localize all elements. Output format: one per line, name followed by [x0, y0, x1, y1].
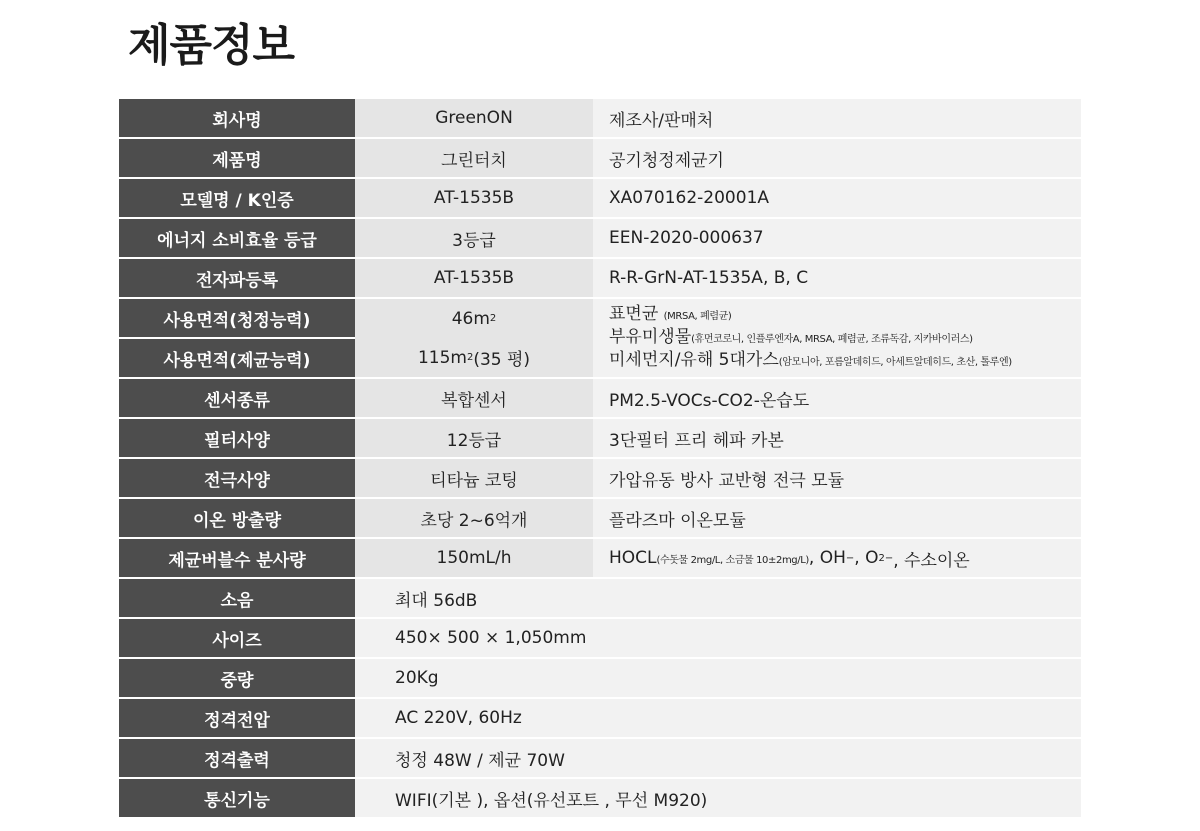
table-row: [119, 419, 1081, 459]
row-label: 중량: [119, 659, 355, 699]
detail-line: 미세먼지/유해 5대가스(암모니아, 포름알데히드, 아세트알데히드, 초산, 톨루엔): [609, 349, 1012, 370]
row-value: 12등급: [446, 430, 502, 451]
detail-line: 표면균 (MRSA, 폐렴균): [609, 303, 732, 324]
row-label: 정격전압: [119, 699, 355, 739]
detail-line: 부유미생물(휴먼코로니, 인플루엔자A, MRSA, 폐렴균, 조류독감, 지카바이러스): [609, 326, 973, 347]
table-row: [119, 219, 1081, 259]
row-label: 사용면적(제균능력): [119, 339, 355, 379]
row-value: 150mL/h: [436, 548, 512, 568]
row-detail: 3단필터 프리 헤파 카본: [593, 419, 1081, 459]
row-detail: 플라즈마 이온모듈: [593, 499, 1081, 539]
table-row: [119, 739, 1081, 779]
row-label: 사용면적(청정능력): [119, 299, 355, 339]
table-row: [119, 659, 1081, 699]
row-detail: PM2.5-VOCs-CO2-온습도: [593, 379, 1081, 419]
row-label: 이온 방출량: [119, 499, 355, 539]
row-value: 복합센서: [441, 390, 507, 411]
row-value: 450× 500 × 1,050mm: [355, 619, 1081, 659]
row-value: 46m 2: [451, 308, 497, 329]
row-label: 통신기능: [119, 779, 355, 819]
table-row: [119, 699, 1081, 739]
row-value: 그린터치: [441, 150, 507, 171]
table-row: [119, 779, 1081, 819]
row-value: AC 220V, 60Hz: [355, 699, 1081, 739]
row-value: 티타늄 코팅: [430, 470, 518, 491]
row-value: AT-1535B: [433, 188, 515, 208]
row-detail: 제조사/판매처: [593, 99, 1081, 139]
row-detail: 공기청정제균기: [593, 139, 1081, 179]
table-row: [119, 99, 1081, 139]
row-value: AT-1535B: [433, 268, 515, 288]
row-label: 에너지 소비효율 등급: [119, 219, 355, 259]
row-label: 소음: [119, 579, 355, 619]
row-detail: XA070162-20001A: [593, 179, 1081, 219]
table-row: [119, 459, 1081, 499]
table-row: [119, 179, 1081, 219]
row-detail: 가압유동 방사 교반형 전극 모듈: [593, 459, 1081, 499]
row-label: 센서종류: [119, 379, 355, 419]
table-row: [119, 619, 1081, 659]
row-value: GreenON: [435, 108, 513, 128]
row-value: 청정 48W / 제균 70W: [355, 739, 1081, 779]
row-label: 필터사양: [119, 419, 355, 459]
table-row: [119, 499, 1081, 539]
row-detail: HOCL (수돗물 2mg/L, 소금물 10±2mg/L) , OH − , O 2 − , 수소이온: [593, 539, 1081, 579]
row-label: 사이즈: [119, 619, 355, 659]
row-value: 최대 56dB: [355, 579, 1081, 619]
table-row: [119, 259, 1081, 299]
area-row-group: [119, 299, 1081, 379]
row-detail: [593, 299, 1081, 379]
row-label: 제품명: [119, 139, 355, 179]
row-label: 모델명 / K인증: [119, 179, 355, 219]
spec-table: [119, 99, 1081, 819]
table-row: [119, 139, 1081, 179]
table-row: [119, 579, 1081, 619]
table-row: [119, 539, 1081, 579]
row-value: 초당 2~6억개: [420, 510, 528, 531]
row-label: 회사명: [119, 99, 355, 139]
page-title: 제품정보: [128, 20, 295, 71]
row-detail: R-R-GrN-AT-1535A, B, C: [593, 259, 1081, 299]
row-value: 115m 2 (35 평): [417, 347, 531, 370]
row-label: 제균버블수 분사량: [119, 539, 355, 579]
row-label: 전극사양: [119, 459, 355, 499]
row-label: 전자파등록: [119, 259, 355, 299]
row-value: WIFI(기본 ), 옵션(유선포트 , 무선 M920): [355, 779, 1081, 819]
row-value: 3등급: [452, 230, 496, 251]
row-label: 정격출력: [119, 739, 355, 779]
row-value: 20Kg: [355, 659, 1081, 699]
row-detail: EEN-2020-000637: [593, 219, 1081, 259]
table-row: [119, 379, 1081, 419]
